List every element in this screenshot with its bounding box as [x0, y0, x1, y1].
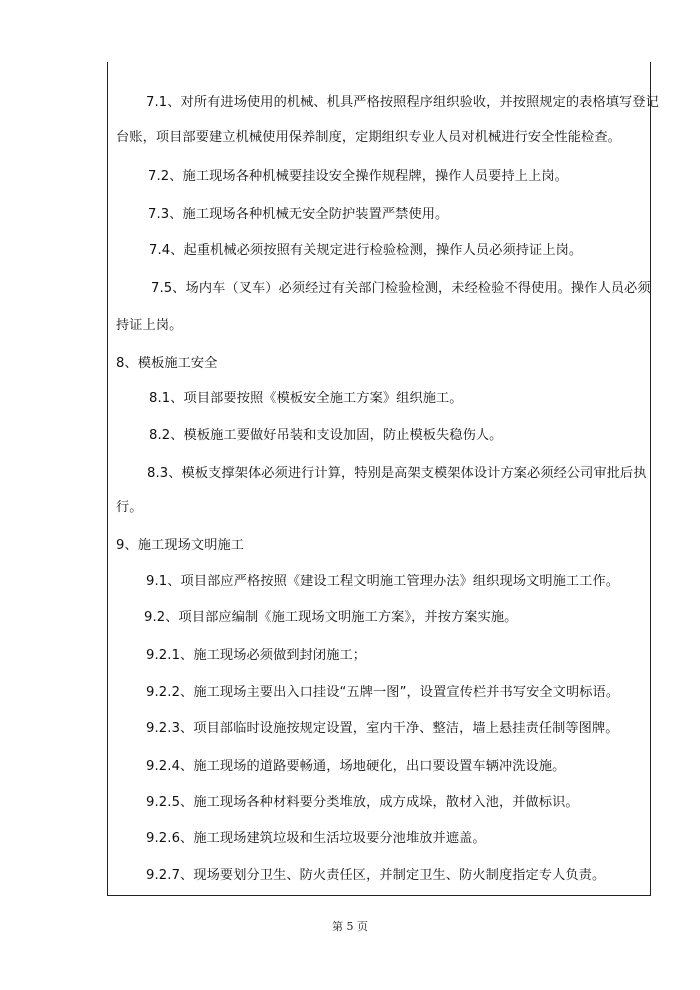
clause-8-3-line-2: 行。: [116, 500, 143, 515]
clause-9-2-2: 9.2.2、施工现场主要出入口挂设“五牌一图”，设置宣传栏并书写安全文明标语。: [146, 685, 620, 700]
clause-9-1: 9.1、项目部应严格按照《建设工程文明施工管理办法》组织现场文明施工工作。: [146, 574, 620, 589]
clause-9-2-4: 9.2.4、施工现场的道路要畅通，场地硬化，出口要设置车辆冲洗设施。: [146, 759, 566, 774]
clause-8-1: 8.1、项目部要按照《模板安全施工方案》组织施工。: [149, 391, 463, 406]
clause-7-2: 7.2、施工现场各种机械要挂设安全操作规程牌，操作人员要持上上岗。: [148, 169, 568, 184]
clause-7-1-line-2: 台账，项目部要建立机械使用保养制度，定期组织专业人员对机械进行安全性能检查。: [116, 130, 621, 145]
clause-9-2-5: 9.2.5、施工现场各种材料要分类堆放，成方成垛，散材入池，并做标识。: [146, 795, 579, 810]
clause-9-2-7: 9.2.7、现场要划分卫生、防火责任区，并制定卫生、防火制度指定专人负责。: [146, 868, 606, 883]
section-9-heading: 9、施工现场文明施工: [116, 538, 245, 553]
clause-7-5-line-1: 7.5、场内车（叉车）必须经过有关部门检验检测，未经检验不得使用。操作人员必须: [151, 281, 651, 296]
clause-8-2: 8.2、模板施工要做好吊装和支设加固，防止模板失稳伤人。: [149, 428, 503, 443]
clause-7-1-line-1: 7.1、对所有进场使用的机械、机具严格按照程序组织验收，并按照规定的表格填写登记: [146, 95, 659, 110]
clause-9-2-3: 9.2.3、项目部临时设施按规定设置，室内干净、整洁，墙上悬挂责任制等图牌。: [146, 721, 619, 736]
clause-7-3: 7.3、施工现场各种机械无安全防护装置严禁使用。: [148, 207, 449, 222]
clause-9-2-1: 9.2.1、施工现场必须做到封闭施工；: [146, 648, 367, 663]
clause-7-4: 7.4、起重机械必须按照有关规定进行检验检测，操作人员必须持证上岗。: [149, 243, 583, 258]
clause-8-3-line-1: 8.3、模板支撑架体必须进行计算，特别是高架支模架体设计方案必须经公司审批后执: [147, 466, 647, 481]
clause-7-5-line-2: 持证上岗。: [116, 318, 183, 333]
section-8-heading: 8、模板施工安全: [116, 356, 218, 371]
clause-9-2-6: 9.2.6、施工现场建筑垃圾和生活垃圾要分池堆放并遮盖。: [146, 831, 486, 846]
clause-9-2: 9.2、项目部应编制《施工现场文明施工方案》，并按方案实施。: [144, 610, 518, 625]
page-number: 第 5 页: [332, 920, 368, 933]
